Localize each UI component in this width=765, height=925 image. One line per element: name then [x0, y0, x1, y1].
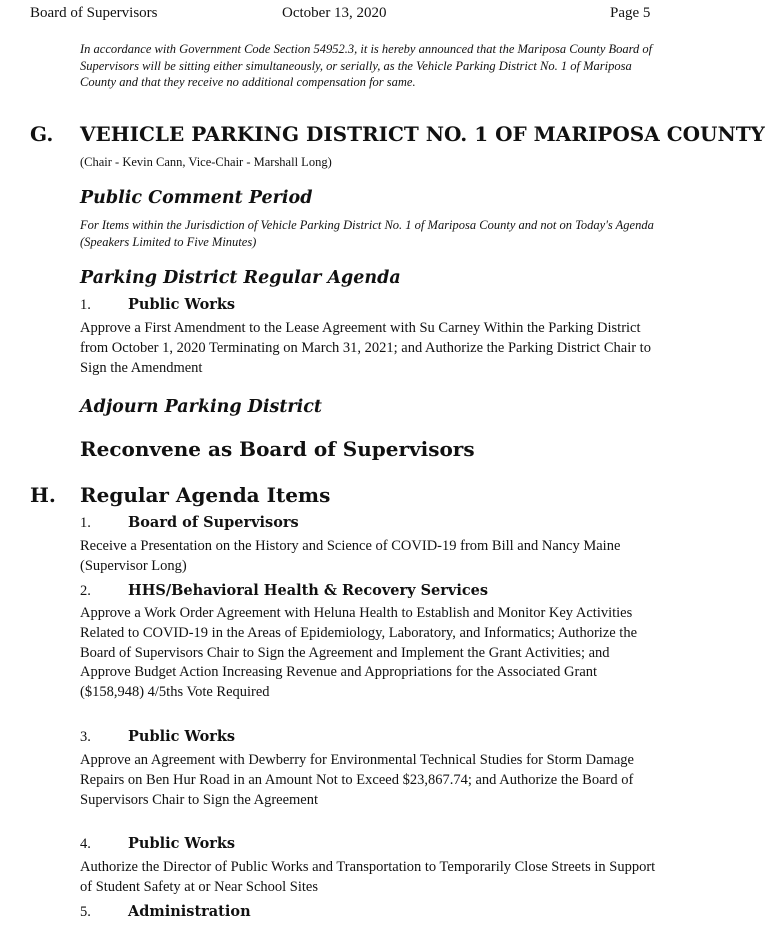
h-item-2-text: Approve a Work Order Agreement with Heluna Health to Establish and Monitor Key Activities Related to COVID-19 in the Areas of Epidemiology, Laboratory, and Informatics; Authorize the Board of Supervisors Chair to Sign the Agreement and Implement the Grant Activities; and Approve Budget Action Increasing Revenue and Appropriations for the Associated Grant ($158,948) 4/5ths Vote Required — [80, 605, 638, 701]
h-item-3-department: Public Works — [128, 728, 236, 745]
section-g-letter: G. — [30, 122, 54, 146]
h-item-5-number: 5. — [80, 904, 91, 920]
adjourn-heading: Adjourn Parking District — [80, 397, 323, 417]
section-h-title: Regular Agenda Items — [80, 483, 331, 507]
h-item-1-text: Receive a Presentation on the History and Science of COVID-19 from Bill and Nancy Maine (Supervisor Long) — [80, 538, 621, 574]
h-item-3-number: 3. — [80, 729, 91, 745]
header-page-number: Page 5 — [610, 5, 651, 21]
public-comment-heading: Public Comment Period — [80, 188, 313, 208]
g-item-1-text: Approve a First Amendment to the Lease Agreement with Su Carney Within the Parking District from October 1, 2020 Terminating on March 31, 2021; and Authorize the Parking District Chair to Sign the Amendment — [80, 320, 651, 376]
g-item-1-department: Public Works — [128, 296, 236, 313]
section-g-title: VEHICLE PARKING DISTRICT NO. 1 OF MARIPOSA COUNTY — [80, 122, 765, 146]
h-item-2-number: 2. — [80, 583, 91, 599]
h-item-1-number: 1. — [80, 515, 91, 531]
h-item-4-text: Authorize the Director of Public Works and Transportation to Temporarily Close Streets in Support of Student Safety at or Near School Sites — [80, 859, 656, 895]
h-item-5-department: Administration — [128, 903, 251, 920]
header-board-name: Board of Supervisors — [30, 5, 158, 21]
h-item-3-text: Approve an Agreement with Dewberry for Environmental Technical Studies for Storm Damage Repairs on Ben Hur Road in an Amount Not to Exceed $23,867.74; and Authorize the Board of Supervisors Chair to Sign the Agreement — [80, 752, 634, 808]
h-item-2-department: HHS/Behavioral Health & Recovery Services — [128, 582, 489, 599]
g-item-1-number: 1. — [80, 297, 91, 313]
public-comment-text: For Items within the Jurisdiction of Vehicle Parking District No. 1 of Mariposa County and not on Today's Agenda (Speakers Limited to Five Minutes) — [80, 218, 654, 249]
h-item-4-number: 4. — [80, 836, 91, 852]
intro-notice: In accordance with Government Code Section 54952.3, it is hereby announced that the Mariposa County Board of Supervisors will be sitting either simultaneously, or serially, as the Vehicle Parking District No. 1 of Mariposa County and that they receive no additional compensation for same. — [80, 42, 653, 89]
regular-agenda-heading: Parking District Regular Agenda — [80, 268, 401, 288]
section-h-letter: H. — [30, 483, 56, 507]
h-item-4-department: Public Works — [128, 835, 236, 852]
h-item-1-department: Board of Supervisors — [128, 514, 299, 531]
header-date: October 13, 2020 — [282, 5, 387, 21]
section-g-chairs: (Chair - Kevin Cann, Vice-Chair - Marshall Long) — [80, 155, 332, 169]
reconvene-heading: Reconvene as Board of Supervisors — [80, 437, 475, 461]
